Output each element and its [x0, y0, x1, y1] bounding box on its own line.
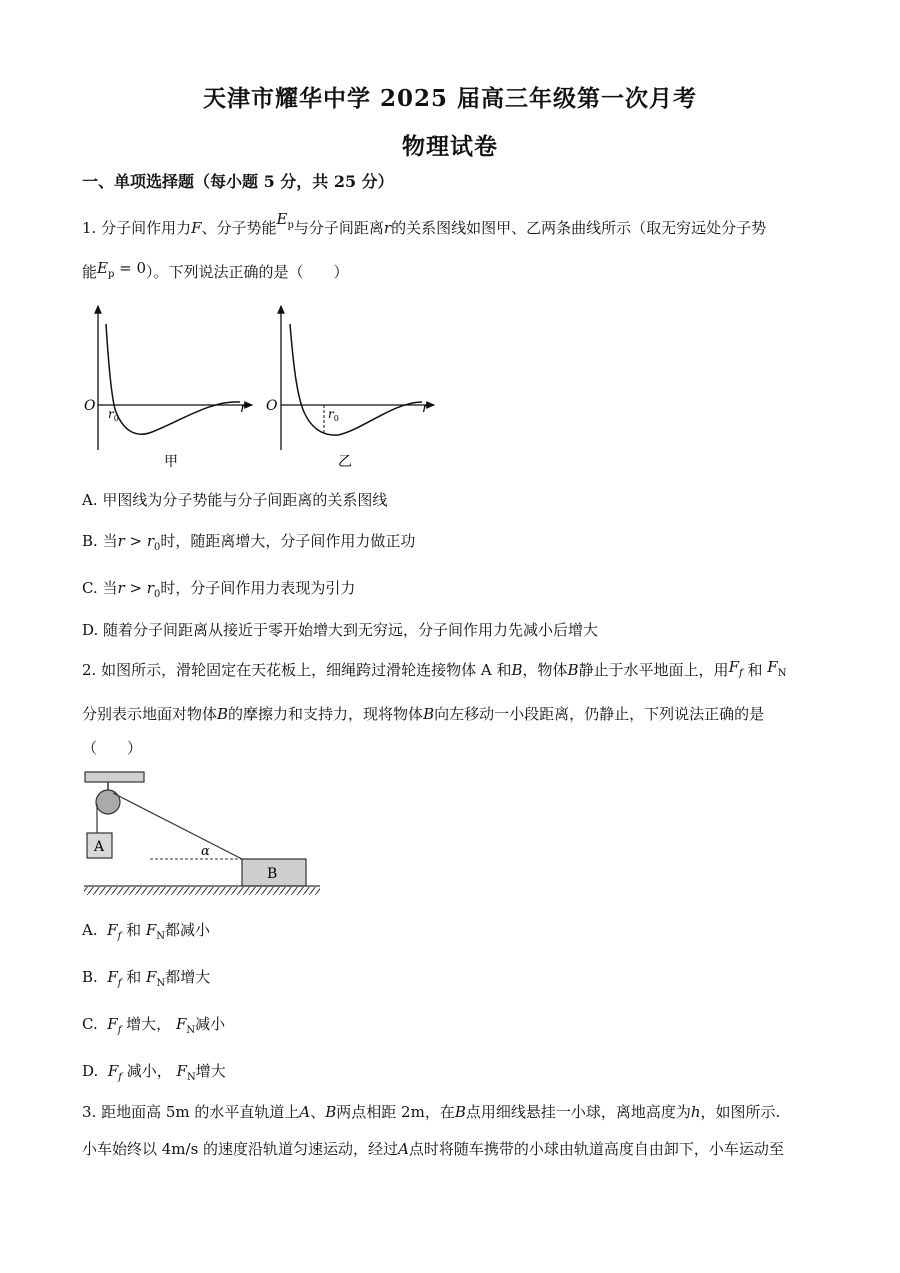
subject-title: 物理试卷	[402, 133, 498, 160]
q1-option-c-cond: r > r	[117, 579, 154, 597]
q2-option-d-mid: 减小，	[126, 1062, 172, 1080]
graph-yi-r-label: r	[422, 400, 429, 416]
q2-option-a-mid: 和	[126, 921, 142, 939]
q2-var-B2: B	[567, 661, 579, 679]
q2-var-FN: F	[767, 658, 778, 676]
q1-figures	[82, 302, 442, 477]
ground-hatching	[84, 887, 320, 895]
q1-var-Ep: E	[276, 210, 288, 228]
q2-option-a-fn: F	[145, 921, 157, 939]
q2-option-c	[82, 1014, 225, 1041]
q1-option-a-text: 甲图线为分子势能与分子间距离的关系图线	[102, 491, 388, 509]
q1-option-d-text: 随着分子间距离从接近于零开始增大到无穷远，分子间作用力先减小后增大	[103, 621, 599, 639]
q1-option-b-pre: 当	[102, 532, 118, 550]
q3-var-A: A	[299, 1103, 311, 1121]
q1-var-r: r	[383, 219, 392, 237]
q3-line1-e: ，如图所示.	[700, 1103, 781, 1121]
q2-number: 2.	[82, 661, 97, 679]
block-b-label: B	[267, 866, 278, 882]
q2-var-B: B	[511, 661, 523, 679]
q2-option-a-label: A.	[82, 921, 98, 939]
q2-option-b-label: B.	[82, 968, 98, 986]
q2-option-d	[82, 1061, 226, 1088]
q1-option-b-cond-sub: 0	[154, 542, 161, 553]
graph-jia-r-label: r	[240, 400, 247, 416]
q1-option-c-post: 时，分子间作用力表现为引力	[160, 579, 356, 597]
q3-var-B2: B	[454, 1103, 466, 1121]
q2-option-a-ff: F	[107, 921, 118, 939]
q2-option-c-fn: F	[175, 1015, 187, 1033]
q1-line2-b: ）。下列说法正确的是（ ）	[146, 263, 349, 281]
q2-line2-b: 的摩擦力和支持力，现将物体	[228, 705, 424, 723]
q3-line2-a: 小车始终以 4m/s 的速度沿轨道匀速运动，经过	[82, 1140, 399, 1158]
q1-line2-Ep-sub: p	[107, 269, 115, 280]
q2-option-c-fn-sub: N	[186, 1025, 196, 1036]
graph-yi-curve	[290, 324, 422, 435]
q2-figure	[82, 766, 327, 902]
q2-and: 和	[747, 661, 763, 679]
q3-line1-c: 两点相距 2m，在	[336, 1103, 455, 1121]
ceiling-plate	[85, 772, 144, 782]
q1-stem-b: 、分子势能	[201, 219, 277, 237]
q3-line2-A: A	[398, 1140, 409, 1158]
q2-option-d-fn-sub: N	[186, 1072, 196, 1083]
pulley-wheel	[96, 790, 120, 814]
section-heading: 一、单项选择题（每小题 5 分，共 25 分）	[82, 172, 394, 191]
q2-line2-B1: B	[217, 705, 229, 723]
graph-jia-origin: O	[84, 398, 96, 414]
q1-line2-a: 能	[82, 263, 98, 281]
q3-line1-a: 3. 距地面高 5m 的水平直轨道上	[82, 1103, 300, 1121]
q2-option-c-ff: F	[107, 1015, 118, 1033]
q1-stem-a: 分子间作用力	[101, 219, 192, 237]
q2-option-d-ff-sub: f	[118, 1072, 122, 1083]
q1-option-b-post: 时，随距离增大，分子间作用力做正功	[160, 532, 416, 550]
q2-option-b-fn: F	[146, 968, 157, 986]
graph-yi	[266, 306, 434, 470]
graph-jia-caption: 甲	[164, 454, 178, 470]
q2-option-c-ff-sub: f	[117, 1025, 122, 1036]
angle-alpha-label: α	[201, 844, 210, 859]
q2-stem-3: 静止于水平地面上，用	[578, 661, 729, 679]
q3-line1-d: 点用细线悬挂一小球，离地高度为	[465, 1103, 691, 1121]
q2-option-b-ff: F	[107, 968, 118, 986]
q2-option-b-mid: 和	[126, 968, 142, 986]
q1-option-d-label: D.	[82, 621, 99, 639]
q2-option-a-tail: 都减小	[165, 921, 211, 939]
q3-line2-b: 点时将随车携带的小球由轨道高度自由卸下，小车运动至	[408, 1140, 784, 1158]
q2-var-FN-sub: N	[777, 668, 787, 679]
q2-option-d-fn: F	[176, 1062, 187, 1080]
q2-option-c-tail: 减小	[195, 1015, 226, 1033]
q1-line2-Ep: E	[97, 259, 108, 277]
q1-line2-eq: = 0	[119, 259, 147, 277]
q3-var-B: B	[325, 1103, 337, 1121]
q2-option-b-fn-sub: N	[156, 978, 166, 989]
graph-yi-origin: O	[266, 398, 278, 414]
rope-slanted	[113, 793, 242, 859]
q2-stem-1: 如图所示，滑轮固定在天花板上，细绳跨过滑轮连接物体 A 和	[101, 661, 512, 679]
q1-option-c-cond-sub: 0	[153, 589, 161, 600]
q1-stem-line1	[82, 210, 767, 245]
q2-option-a	[82, 920, 210, 947]
q2-stem-line3: （ ）	[82, 739, 143, 757]
q2-option-c-label: C.	[82, 1015, 98, 1033]
q2-option-d-label: D.	[82, 1062, 99, 1080]
q1-number: 1.	[82, 219, 97, 237]
q3-line1-b: 、	[310, 1103, 326, 1121]
q1-option-c-pre: 当	[102, 579, 118, 597]
graph-jia-curve	[106, 324, 240, 434]
q2-option-d-ff: F	[107, 1062, 119, 1080]
q2-option-d-tail: 增大	[195, 1062, 226, 1080]
q2-option-a-fn-sub: N	[156, 931, 166, 942]
q2-option-b-ff-sub: f	[117, 978, 122, 989]
q2-stem-line2	[82, 704, 764, 724]
q1-option-b-label: B.	[82, 532, 98, 550]
q1-option-b	[82, 531, 415, 558]
q3-line1	[82, 1102, 780, 1122]
graph-jia-r0: $r_0$	[108, 407, 119, 423]
q3-line2	[82, 1139, 784, 1159]
q2-line2-B2: B	[423, 705, 435, 723]
q1-option-c-label: C.	[82, 579, 98, 597]
q1-option-b-cond: r > r	[117, 532, 155, 550]
q1-var-Ep-sub: p	[287, 220, 294, 231]
q2-var-Ff: F	[728, 658, 739, 676]
q1-stem-c: 与分子间距离	[293, 219, 384, 237]
q1-var-F: F	[191, 219, 202, 237]
q2-stem-2: ，物体	[522, 661, 568, 679]
q2-line2-a: 分别表示地面对物体	[82, 705, 218, 723]
q1-stem-line2	[82, 259, 349, 289]
q1-stem-d: 的关系图线如图甲、乙两条曲线所示（取无穷远处分子势	[391, 219, 767, 237]
q1-option-c	[82, 578, 355, 605]
graph-yi-r0: $r_0$	[328, 407, 339, 423]
q1-option-a	[82, 490, 387, 510]
q2-var-Ff-sub: f	[738, 668, 743, 679]
q3-var-h: h	[690, 1103, 701, 1121]
q1-option-d	[82, 620, 598, 640]
q2-stem-line1	[82, 660, 786, 687]
q2-option-b-tail: 都增大	[165, 968, 211, 986]
q1-option-a-label: A.	[82, 491, 98, 509]
q2-line2-c: 向左移动一小段距离，仍静止，下列说法正确的是	[434, 705, 765, 723]
q2-option-c-mid: 增大，	[126, 1015, 172, 1033]
graph-yi-caption: 乙	[338, 454, 352, 470]
q2-option-a-ff-sub: f	[117, 931, 122, 942]
graph-jia	[84, 306, 252, 470]
block-a-label: A	[94, 839, 105, 855]
q2-option-b	[82, 967, 210, 994]
exam-title: 天津市耀华中学 2025 届高三年级第一次月考	[202, 85, 698, 112]
